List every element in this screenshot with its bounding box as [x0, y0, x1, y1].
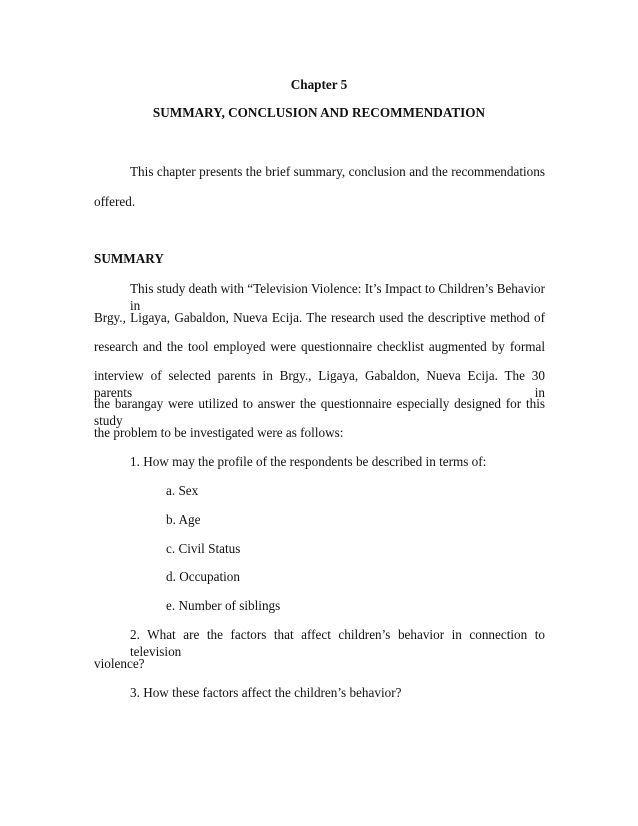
summary-line-3: research and the tool employed were questionnaire checklist augmented by formal	[94, 339, 545, 354]
summary-line-5: the barangay were utilized to answer the questionnaire especially designed for this study	[94, 396, 545, 428]
question-1-item: b. Age	[166, 512, 201, 527]
intro-line-1: This chapter presents the brief summary, conclusion and the recommendations	[130, 164, 545, 179]
question-1: 1. How may the profile of the respondents be described in terms of:	[130, 454, 487, 469]
question-2-line-2: violence?	[94, 656, 145, 671]
summary-line-6: the problem to be investigated were as follows:	[94, 425, 344, 440]
summary-line-2: Brgy., Ligaya, Gabaldon, Nueva Ecija. The research used the descriptive method of	[94, 310, 545, 325]
question-1-item: a. Sex	[166, 483, 199, 498]
summary-line-4: interview of selected parents in Brgy., Ligaya, Gabaldon, Nueva Ecija. The 30 parents in	[94, 368, 545, 400]
question-2-line-1: 2. What are the factors that affect children’s behavior in connection to television	[130, 627, 545, 659]
question-3: 3. How these factors affect the children’s behavior?	[130, 685, 402, 700]
question-1-item: d. Occupation	[166, 569, 240, 584]
question-1-item: e. Number of siblings	[166, 598, 281, 613]
summary-heading: SUMMARY	[94, 251, 164, 266]
summary-line-1: This study death with “Television Violence: It’s Impact to Children’s Behavior in	[130, 281, 545, 313]
question-1-item: c. Civil Status	[166, 541, 241, 556]
intro-line-2: offered.	[94, 194, 136, 209]
chapter-title: SUMMARY, CONCLUSION AND RECOMMENDATION	[152, 105, 486, 120]
chapter-label: Chapter 5	[290, 77, 348, 92]
